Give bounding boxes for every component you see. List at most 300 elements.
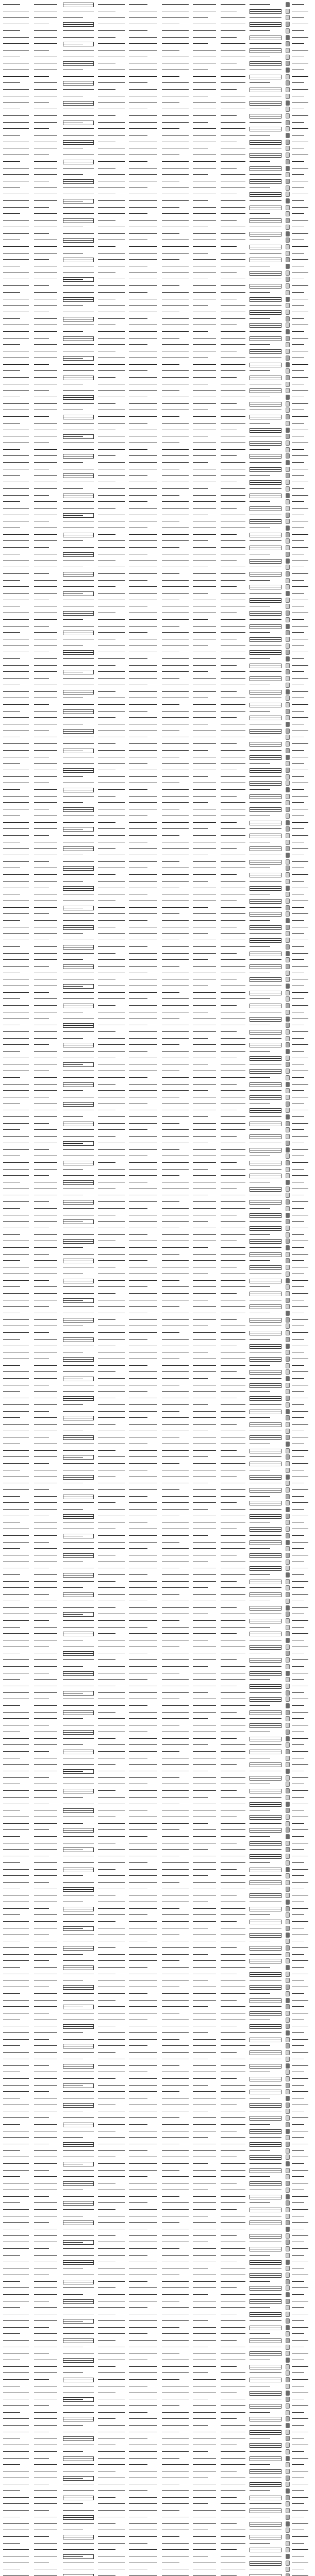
thumbnail-icon[interactable]: [286, 1180, 290, 1185]
table-row[interactable]: [0, 41, 315, 47]
table-row[interactable]: [0, 1180, 315, 1186]
thumbnail-icon[interactable]: [286, 1272, 290, 1277]
thumbnail-icon[interactable]: [286, 1448, 290, 1453]
thumbnail-icon[interactable]: [286, 826, 290, 832]
thumbnail-icon[interactable]: [286, 637, 290, 642]
row-field[interactable]: [250, 297, 281, 302]
row-field[interactable]: [63, 945, 94, 950]
table-row[interactable]: [0, 1016, 315, 1023]
thumbnail-icon[interactable]: [286, 964, 290, 969]
thumbnail-icon[interactable]: [286, 133, 290, 138]
table-row[interactable]: [0, 270, 315, 277]
thumbnail-icon[interactable]: [286, 277, 290, 282]
row-field[interactable]: [63, 1318, 94, 1323]
table-row[interactable]: [0, 113, 315, 120]
row-field[interactable]: [250, 1304, 281, 1309]
table-row[interactable]: [0, 1402, 315, 1409]
thumbnail-icon[interactable]: [286, 447, 290, 452]
thumbnail-icon[interactable]: [286, 22, 290, 27]
row-field[interactable]: [63, 1043, 94, 1047]
thumbnail-icon[interactable]: [286, 774, 290, 779]
table-row[interactable]: [0, 964, 315, 970]
thumbnail-icon[interactable]: [286, 1167, 290, 1172]
row-field[interactable]: [250, 1056, 281, 1061]
thumbnail-icon[interactable]: [286, 1468, 290, 1473]
thumbnail-icon[interactable]: [286, 146, 290, 151]
thumbnail-icon[interactable]: [286, 74, 290, 79]
table-row[interactable]: [0, 74, 315, 80]
row-field[interactable]: [250, 1410, 281, 1414]
table-row[interactable]: [0, 55, 315, 61]
table-row[interactable]: [0, 565, 315, 571]
row-field[interactable]: [63, 121, 94, 125]
table-row[interactable]: [0, 513, 315, 519]
thumbnail-icon[interactable]: [286, 329, 290, 334]
row-field[interactable]: [250, 245, 281, 249]
table-row[interactable]: [0, 611, 315, 617]
row-field[interactable]: [250, 402, 281, 406]
table-row[interactable]: [0, 650, 315, 656]
row-field[interactable]: [63, 336, 94, 341]
table-row[interactable]: [0, 1003, 315, 1009]
table-row[interactable]: [0, 1435, 315, 1441]
thumbnail-icon[interactable]: [286, 401, 290, 406]
table-row[interactable]: [0, 814, 315, 820]
row-field[interactable]: [63, 886, 94, 891]
row-field[interactable]: [63, 1298, 94, 1303]
table-row[interactable]: [0, 1311, 315, 1317]
table-row[interactable]: [0, 264, 315, 270]
thumbnail-icon[interactable]: [286, 722, 290, 727]
thumbnail-icon[interactable]: [286, 1069, 290, 1074]
thumbnail-icon[interactable]: [286, 1461, 290, 1466]
table-row[interactable]: [0, 663, 315, 669]
thumbnail-icon[interactable]: [286, 787, 290, 792]
thumbnail-icon[interactable]: [286, 840, 290, 845]
thumbnail-icon[interactable]: [286, 61, 290, 66]
table-row[interactable]: [0, 526, 315, 532]
table-row[interactable]: [0, 519, 315, 525]
table-row[interactable]: [0, 905, 315, 911]
row-field[interactable]: [63, 631, 94, 635]
row-field[interactable]: [250, 742, 281, 747]
thumbnail-icon[interactable]: [286, 532, 290, 537]
row-field[interactable]: [63, 1455, 94, 1460]
row-field[interactable]: [250, 127, 281, 131]
thumbnail-icon[interactable]: [286, 297, 290, 302]
thumbnail-icon[interactable]: [286, 1311, 290, 1316]
thumbnail-icon[interactable]: [286, 316, 290, 321]
thumbnail-icon[interactable]: [286, 794, 290, 799]
row-field[interactable]: [63, 1161, 94, 1165]
table-row[interactable]: [0, 48, 315, 54]
thumbnail-icon[interactable]: [286, 591, 290, 596]
table-row[interactable]: [0, 9, 315, 15]
thumbnail-icon[interactable]: [286, 899, 290, 904]
row-field[interactable]: [250, 572, 281, 577]
thumbnail-icon[interactable]: [286, 1487, 290, 1493]
row-field[interactable]: [63, 494, 94, 498]
table-row[interactable]: [0, 349, 315, 355]
table-row[interactable]: [0, 630, 315, 636]
thumbnail-icon[interactable]: [286, 1429, 290, 1434]
table-row[interactable]: [0, 1265, 315, 1271]
thumbnail-icon[interactable]: [286, 984, 290, 989]
table-row[interactable]: [0, 1193, 315, 1199]
table-row[interactable]: [0, 807, 315, 813]
row-field[interactable]: [250, 834, 281, 838]
thumbnail-icon[interactable]: [286, 630, 290, 635]
row-field[interactable]: [250, 192, 281, 197]
thumbnail-icon[interactable]: [286, 460, 290, 465]
row-field[interactable]: [250, 1449, 281, 1453]
thumbnail-icon[interactable]: [286, 990, 290, 995]
thumbnail-icon[interactable]: [286, 1317, 290, 1323]
table-row[interactable]: [0, 1029, 315, 1036]
table-row[interactable]: [0, 87, 315, 93]
table-row[interactable]: [0, 1369, 315, 1376]
row-field[interactable]: [250, 363, 281, 367]
thumbnail-icon[interactable]: [286, 617, 290, 622]
table-row[interactable]: [0, 94, 315, 100]
row-field[interactable]: [250, 271, 281, 276]
table-row[interactable]: [0, 866, 315, 872]
table-row[interactable]: [0, 1219, 315, 1225]
thumbnail-icon[interactable]: [286, 303, 290, 308]
table-row[interactable]: [0, 22, 315, 28]
table-row[interactable]: [0, 872, 315, 878]
table-row[interactable]: [0, 323, 315, 329]
thumbnail-icon[interactable]: [286, 15, 290, 20]
table-row[interactable]: [0, 362, 315, 368]
row-field[interactable]: [250, 611, 281, 616]
table-row[interactable]: [0, 133, 315, 139]
thumbnail-icon[interactable]: [286, 231, 290, 236]
thumbnail-icon[interactable]: [286, 996, 290, 1002]
table-row[interactable]: [0, 944, 315, 951]
thumbnail-icon[interactable]: [286, 408, 290, 413]
table-row[interactable]: [0, 401, 315, 408]
table-row[interactable]: [0, 1154, 315, 1160]
row-field[interactable]: [250, 650, 281, 655]
row-field[interactable]: [63, 238, 94, 243]
row-field[interactable]: [250, 1252, 281, 1257]
row-field[interactable]: [250, 441, 281, 446]
row-field[interactable]: [250, 1396, 281, 1401]
row-field[interactable]: [250, 664, 281, 668]
thumbnail-icon[interactable]: [286, 1337, 290, 1342]
thumbnail-icon[interactable]: [286, 1232, 290, 1238]
row-field[interactable]: [250, 494, 281, 498]
row-field[interactable]: [63, 866, 94, 871]
row-field[interactable]: [63, 1279, 94, 1283]
row-field[interactable]: [63, 533, 94, 537]
table-row[interactable]: [0, 1415, 315, 1421]
row-field[interactable]: [250, 336, 281, 341]
table-row[interactable]: [0, 480, 315, 486]
thumbnail-icon[interactable]: [286, 748, 290, 753]
table-row[interactable]: [0, 107, 315, 113]
row-field[interactable]: [63, 42, 94, 46]
table-row[interactable]: [0, 2, 315, 8]
row-field[interactable]: [63, 611, 94, 616]
table-row[interactable]: [0, 1213, 315, 1219]
row-field[interactable]: [250, 153, 281, 158]
row-field[interactable]: [250, 428, 281, 433]
table-row[interactable]: [0, 1036, 315, 1042]
thumbnail-icon[interactable]: [286, 1330, 290, 1335]
thumbnail-icon[interactable]: [286, 683, 290, 688]
thumbnail-icon[interactable]: [286, 159, 290, 164]
row-field[interactable]: [63, 1475, 94, 1480]
thumbnail-icon[interactable]: [286, 545, 290, 550]
thumbnail-icon[interactable]: [286, 1357, 290, 1362]
thumbnail-icon[interactable]: [286, 1023, 290, 1028]
table-row[interactable]: [0, 1481, 315, 1487]
row-field[interactable]: [250, 310, 281, 315]
table-row[interactable]: [0, 506, 315, 512]
table-row[interactable]: [0, 1056, 315, 1062]
row-field[interactable]: [250, 179, 281, 184]
row-field[interactable]: [250, 964, 281, 969]
row-field[interactable]: [250, 1122, 281, 1126]
row-field[interactable]: [63, 179, 94, 184]
thumbnail-icon[interactable]: [286, 1154, 290, 1159]
thumbnail-icon[interactable]: [286, 735, 290, 740]
row-field[interactable]: [250, 1174, 281, 1178]
thumbnail-icon[interactable]: [286, 368, 290, 374]
thumbnail-icon[interactable]: [286, 604, 290, 609]
thumbnail-icon[interactable]: [286, 1088, 290, 1093]
table-row[interactable]: [0, 192, 315, 198]
row-field[interactable]: [63, 1141, 94, 1146]
row-field[interactable]: [63, 591, 94, 596]
table-row[interactable]: [0, 1383, 315, 1389]
table-row[interactable]: [0, 578, 315, 584]
row-field[interactable]: [63, 1495, 94, 1499]
table-row[interactable]: [0, 100, 315, 107]
row-field[interactable]: [63, 415, 94, 419]
table-row[interactable]: [0, 957, 315, 963]
table-row[interactable]: [0, 728, 315, 735]
table-row[interactable]: [0, 748, 315, 754]
thumbnail-icon[interactable]: [286, 761, 290, 766]
table-row[interactable]: [0, 1082, 315, 1088]
thumbnail-icon[interactable]: [286, 971, 290, 976]
thumbnail-icon[interactable]: [286, 172, 290, 177]
thumbnail-icon[interactable]: [286, 1376, 290, 1381]
thumbnail-icon[interactable]: [286, 1108, 290, 1113]
table-row[interactable]: [0, 211, 315, 217]
thumbnail-icon[interactable]: [286, 290, 290, 295]
row-field[interactable]: [250, 388, 281, 393]
table-row[interactable]: [0, 1069, 315, 1075]
thumbnail-icon[interactable]: [286, 1304, 290, 1309]
row-field[interactable]: [250, 637, 281, 642]
thumbnail-icon[interactable]: [286, 225, 290, 230]
table-row[interactable]: [0, 931, 315, 937]
thumbnail-icon[interactable]: [286, 480, 290, 485]
thumbnail-icon[interactable]: [286, 1363, 290, 1368]
table-row[interactable]: [0, 1147, 315, 1154]
thumbnail-icon[interactable]: [286, 611, 290, 616]
thumbnail-icon[interactable]: [286, 1415, 290, 1420]
row-field[interactable]: [63, 199, 94, 204]
thumbnail-icon[interactable]: [286, 1082, 290, 1087]
table-row[interactable]: [0, 715, 315, 721]
thumbnail-icon[interactable]: [286, 1056, 290, 1061]
table-row[interactable]: [0, 1454, 315, 1461]
table-row[interactable]: [0, 702, 315, 708]
row-field[interactable]: [63, 650, 94, 655]
table-row[interactable]: [0, 755, 315, 761]
row-field[interactable]: [63, 1102, 94, 1107]
thumbnail-icon[interactable]: [286, 421, 290, 426]
thumbnail-icon[interactable]: [286, 264, 290, 269]
table-row[interactable]: [0, 1363, 315, 1369]
table-row[interactable]: [0, 977, 315, 983]
table-row[interactable]: [0, 1278, 315, 1284]
table-row[interactable]: [0, 787, 315, 793]
thumbnail-icon[interactable]: [286, 41, 290, 46]
thumbnail-icon[interactable]: [286, 1095, 290, 1100]
thumbnail-icon[interactable]: [286, 1213, 290, 1218]
thumbnail-icon[interactable]: [286, 957, 290, 962]
row-field[interactable]: [250, 22, 281, 27]
table-row[interactable]: [0, 899, 315, 905]
thumbnail-icon[interactable]: [286, 1481, 290, 1486]
row-field[interactable]: [250, 88, 281, 92]
thumbnail-icon[interactable]: [286, 1016, 290, 1022]
row-field[interactable]: [250, 75, 281, 79]
thumbnail-icon[interactable]: [286, 1042, 290, 1047]
table-row[interactable]: [0, 1429, 315, 1435]
table-row[interactable]: [0, 1298, 315, 1304]
table-row[interactable]: [0, 584, 315, 590]
table-row[interactable]: [0, 1023, 315, 1029]
thumbnail-icon[interactable]: [286, 814, 290, 819]
row-field[interactable]: [63, 1122, 94, 1126]
table-row[interactable]: [0, 1075, 315, 1081]
thumbnail-icon[interactable]: [286, 538, 290, 544]
row-field[interactable]: [250, 1462, 281, 1466]
row-field[interactable]: [250, 886, 281, 891]
thumbnail-icon[interactable]: [286, 2, 290, 7]
thumbnail-icon[interactable]: [286, 866, 290, 871]
table-row[interactable]: [0, 467, 315, 473]
thumbnail-icon[interactable]: [286, 1409, 290, 1414]
table-row[interactable]: [0, 388, 315, 394]
row-field[interactable]: [63, 1082, 94, 1087]
row-field[interactable]: [63, 1004, 94, 1008]
row-field[interactable]: [250, 1383, 281, 1388]
table-row[interactable]: [0, 1475, 315, 1481]
row-field[interactable]: [63, 1180, 94, 1185]
table-row[interactable]: [0, 1160, 315, 1166]
row-field[interactable]: [63, 317, 94, 321]
thumbnail-icon[interactable]: [286, 336, 290, 341]
table-row[interactable]: [0, 800, 315, 806]
row-field[interactable]: [250, 899, 281, 904]
row-field[interactable]: [63, 827, 94, 832]
row-field[interactable]: [250, 415, 281, 419]
thumbnail-icon[interactable]: [286, 166, 290, 171]
row-field[interactable]: [250, 376, 281, 380]
thumbnail-icon[interactable]: [286, 270, 290, 276]
table-row[interactable]: [0, 1167, 315, 1173]
table-row[interactable]: [0, 414, 315, 420]
row-field[interactable]: [250, 9, 281, 14]
thumbnail-icon[interactable]: [286, 879, 290, 884]
row-field[interactable]: [63, 140, 94, 145]
thumbnail-icon[interactable]: [286, 48, 290, 53]
table-row[interactable]: [0, 225, 315, 231]
table-row[interactable]: [0, 656, 315, 663]
thumbnail-icon[interactable]: [286, 211, 290, 216]
row-field[interactable]: [250, 977, 281, 982]
row-field[interactable]: [250, 1475, 281, 1480]
table-row[interactable]: [0, 1494, 315, 1500]
row-field[interactable]: [63, 572, 94, 577]
thumbnail-icon[interactable]: [286, 251, 290, 256]
thumbnail-icon[interactable]: [286, 1442, 290, 1447]
table-row[interactable]: [0, 486, 315, 493]
thumbnail-icon[interactable]: [286, 886, 290, 891]
table-row[interactable]: [0, 846, 315, 852]
row-field[interactable]: [63, 1023, 94, 1028]
table-row[interactable]: [0, 375, 315, 381]
row-field[interactable]: [250, 1357, 281, 1362]
table-row[interactable]: [0, 604, 315, 610]
table-row[interactable]: [0, 709, 315, 715]
table-row[interactable]: [0, 676, 315, 682]
thumbnail-icon[interactable]: [286, 859, 290, 865]
thumbnail-icon[interactable]: [286, 107, 290, 112]
thumbnail-icon[interactable]: [286, 1402, 290, 1408]
table-row[interactable]: [0, 1232, 315, 1239]
table-row[interactable]: [0, 251, 315, 257]
thumbnail-icon[interactable]: [286, 1396, 290, 1401]
table-row[interactable]: [0, 886, 315, 892]
table-row[interactable]: [0, 493, 315, 499]
table-row[interactable]: [0, 61, 315, 67]
table-row[interactable]: [0, 1042, 315, 1048]
thumbnail-icon[interactable]: [286, 1252, 290, 1257]
row-field[interactable]: [250, 1004, 281, 1008]
table-row[interactable]: [0, 722, 315, 728]
table-row[interactable]: [0, 1114, 315, 1121]
table-row[interactable]: [0, 428, 315, 434]
thumbnail-icon[interactable]: [286, 87, 290, 92]
table-row[interactable]: [0, 1442, 315, 1448]
thumbnail-icon[interactable]: [286, 1369, 290, 1375]
thumbnail-icon[interactable]: [286, 938, 290, 943]
table-row[interactable]: [0, 951, 315, 957]
thumbnail-icon[interactable]: [286, 911, 290, 917]
row-field[interactable]: [250, 533, 281, 537]
row-field[interactable]: [250, 1161, 281, 1165]
row-field[interactable]: [250, 101, 281, 106]
table-row[interactable]: [0, 395, 315, 401]
thumbnail-icon[interactable]: [286, 944, 290, 950]
thumbnail-icon[interactable]: [286, 650, 290, 655]
row-field[interactable]: [250, 821, 281, 825]
row-field[interactable]: [250, 480, 281, 485]
table-row[interactable]: [0, 1010, 315, 1016]
thumbnail-icon[interactable]: [286, 892, 290, 897]
table-row[interactable]: [0, 1108, 315, 1114]
table-row[interactable]: [0, 453, 315, 460]
